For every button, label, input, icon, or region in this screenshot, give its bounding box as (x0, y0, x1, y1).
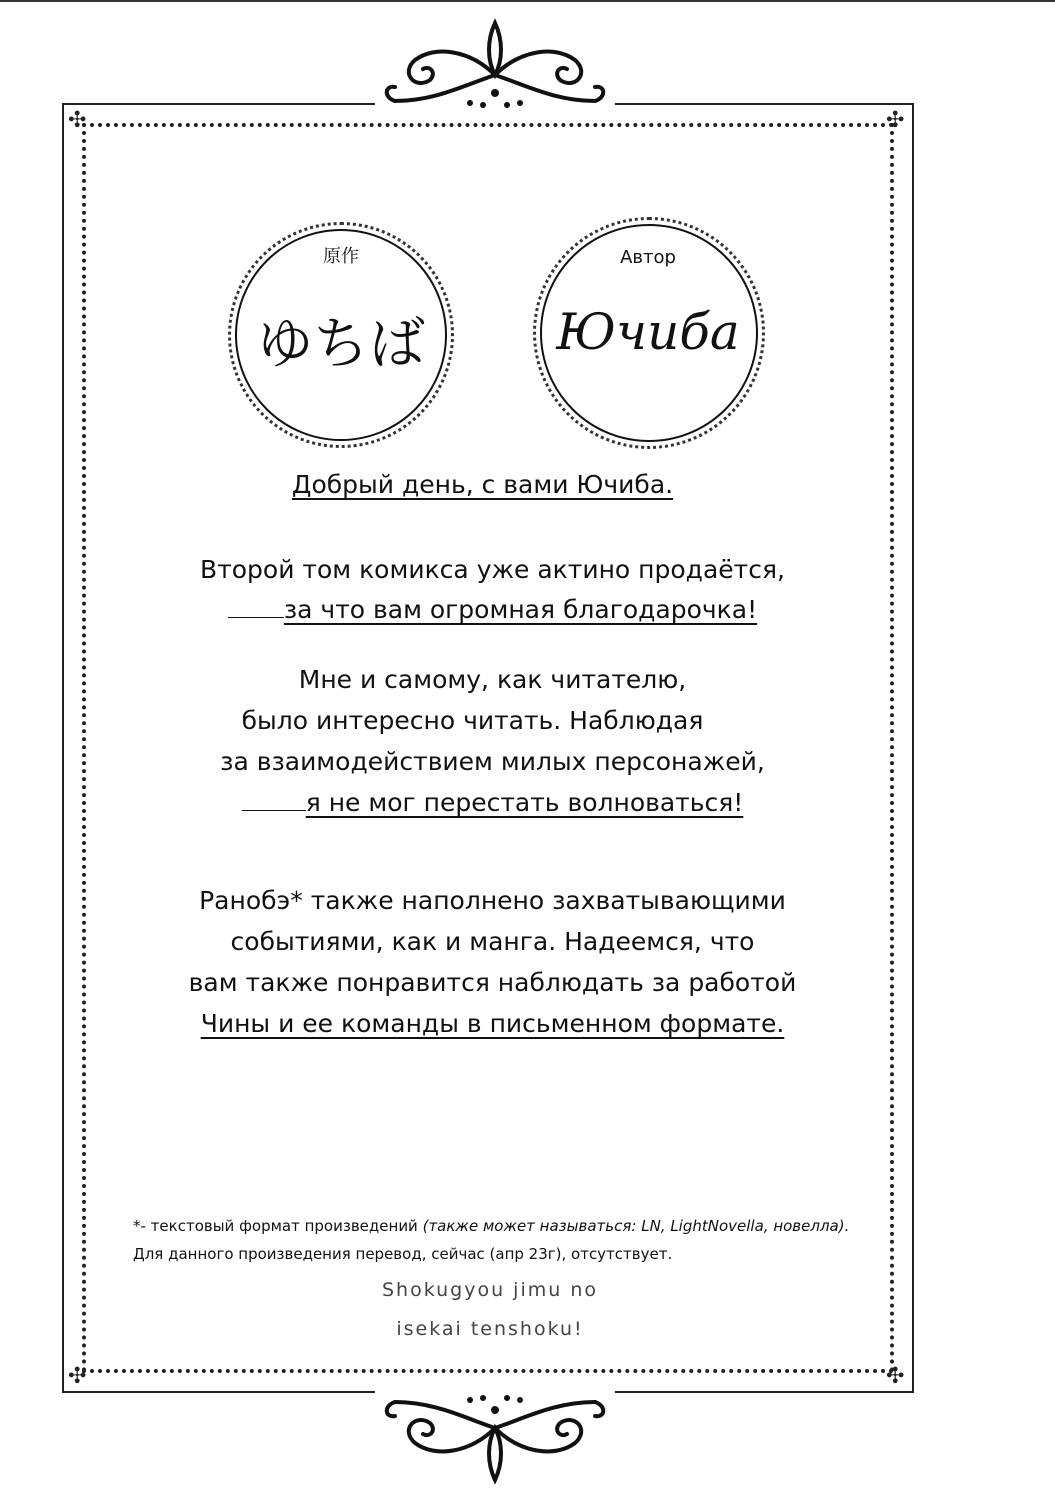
corner-ornament-top-right: ✣ (886, 108, 905, 133)
top-ornament (375, 15, 615, 115)
bottom-ornament (375, 1388, 615, 1488)
series-title-line2: isekai tenshoku! (396, 1318, 584, 1340)
author-badge-ru-name: Ючиба (556, 303, 740, 361)
author-badge-jp-label: 原作 (323, 246, 359, 267)
top-rule (0, 0, 1055, 2)
message-p2-line4 (80, 788, 905, 818)
message-p3-line1: Ранобэ* также наполнено захватывающими (199, 886, 786, 915)
message-p3-line4 (80, 1009, 905, 1039)
underline-indent (242, 788, 306, 811)
footnote-italic: (также может называться: LN, LightNovella, новелла). (422, 1217, 850, 1235)
message-p3-line2: событиями, как и манга. Надеемся, что (230, 927, 755, 956)
author-badge-ru-label: Автор (620, 247, 676, 268)
greeting-line (120, 470, 845, 500)
message-p1-line1: Второй том комикса уже актино продаётся, (200, 555, 785, 584)
message-p3-line3: вам также понравится наблюдать за работой (188, 968, 797, 997)
author-badge-jp-name: ゆちば (257, 312, 425, 377)
corner-ornament-bottom-right: ✣ (886, 1364, 905, 1389)
underline-indent (228, 595, 284, 618)
message-p3-line4-text: Чины и ее команды в письменном формате. (200, 1009, 785, 1038)
corner-ornament-top-left: ✣ (68, 108, 87, 133)
message-p2-line2: было интересно читать. Наблюдая (241, 706, 704, 735)
corner-ornament-bottom-left: ✣ (68, 1364, 87, 1389)
footnote-main: *- текстовый формат произведений (133, 1217, 418, 1235)
message-p1-line2 (80, 595, 905, 625)
message-p2-line1: Мне и самому, как читателю, (298, 665, 687, 694)
message-p1-line2-text: за что вам огромная благодарочка! (283, 595, 758, 624)
message-p2-line3: за взаимодействием милых персонажей, (220, 747, 765, 776)
message-p2-line4-text: я не мог перестать волноваться! (305, 788, 744, 817)
footnote-line1 (133, 1216, 893, 1236)
greeting-text: Добрый день, с вами Ючиба. (291, 470, 674, 499)
series-title-line1: Shokugyou jimu no (381, 1279, 598, 1301)
footnote-line2: Для данного произведения перевод, сейчас (апр 23г), отсутствует. (133, 1245, 673, 1263)
